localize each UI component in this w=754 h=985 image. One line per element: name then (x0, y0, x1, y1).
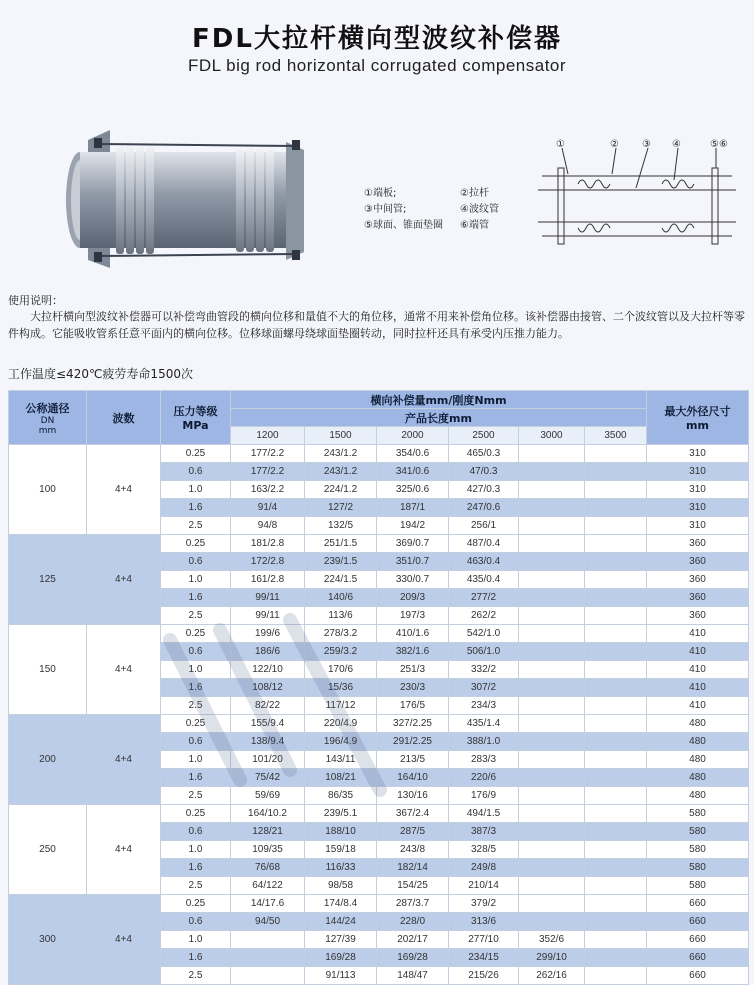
cell-value: 164/10.2 (231, 805, 305, 823)
cell-value (519, 913, 585, 931)
cell-max-diameter: 360 (647, 535, 749, 553)
cell-value: 251/3 (377, 661, 449, 679)
cell-pressure: 1.6 (161, 679, 231, 697)
cell-value (231, 949, 305, 967)
cell-value: 228/0 (377, 913, 449, 931)
cell-max-diameter: 480 (647, 787, 749, 805)
header-waves: 波数 (87, 391, 161, 445)
cell-value (585, 517, 647, 535)
cell-value (519, 589, 585, 607)
cell-value: 75/42 (231, 769, 305, 787)
cell-value: 388/1.0 (449, 733, 519, 751)
cell-value (231, 931, 305, 949)
cell-max-diameter: 580 (647, 877, 749, 895)
cell-value (585, 625, 647, 643)
header-length: 3500 (585, 427, 647, 445)
cell-max-diameter: 360 (647, 607, 749, 625)
cell-value: 330/0.7 (377, 571, 449, 589)
cell-value (585, 751, 647, 769)
cell-dn: 125 (9, 535, 87, 625)
cell-value: 259/3.2 (305, 643, 377, 661)
header-pressure-unit: MPa (182, 419, 209, 432)
cell-value: 487/0.4 (449, 535, 519, 553)
cell-pressure: 2.5 (161, 607, 231, 625)
cell-max-diameter: 480 (647, 715, 749, 733)
cell-value (585, 823, 647, 841)
cell-value (585, 535, 647, 553)
cell-value: 239/5.1 (305, 805, 377, 823)
cell-value: 367/2.4 (377, 805, 449, 823)
cell-value: 202/17 (377, 931, 449, 949)
cell-value: 210/14 (449, 877, 519, 895)
cell-max-diameter: 410 (647, 679, 749, 697)
schematic-diagram (532, 138, 744, 256)
part-label: ③中间管; (364, 204, 407, 215)
spec-table-body (9, 445, 749, 985)
cell-value: 506/1.0 (449, 643, 519, 661)
cell-pressure: 2.5 (161, 967, 231, 985)
cell-value: 164/10 (377, 769, 449, 787)
cell-value: 64/122 (231, 877, 305, 895)
cell-max-diameter: 410 (647, 643, 749, 661)
cell-dn: 150 (9, 625, 87, 715)
cell-value: 243/1.2 (305, 445, 377, 463)
header-compensation: 横向补偿量mm/刚度Nmm (231, 391, 647, 409)
cell-value (585, 877, 647, 895)
table-row (9, 535, 749, 553)
cell-max-diameter: 410 (647, 697, 749, 715)
callout-3: ③ (642, 139, 651, 150)
cell-value (585, 679, 647, 697)
cell-value (519, 823, 585, 841)
cell-pressure: 0.6 (161, 823, 231, 841)
cell-value: 215/26 (449, 967, 519, 985)
cell-value: 15/36 (305, 679, 377, 697)
cell-value (585, 589, 647, 607)
cell-max-diameter: 310 (647, 499, 749, 517)
cell-value: 170/6 (305, 661, 377, 679)
cell-value: 169/28 (305, 949, 377, 967)
cell-value (519, 571, 585, 589)
cell-value: 354/0.6 (377, 445, 449, 463)
cell-value: 98/58 (305, 877, 377, 895)
header-length: 2500 (449, 427, 519, 445)
parts-legend (364, 186, 524, 234)
cell-value: 256/1 (449, 517, 519, 535)
part-label: ⑤球面、锥面垫圈 (364, 220, 443, 231)
cell-value: 194/2 (377, 517, 449, 535)
cell-pressure: 1.6 (161, 589, 231, 607)
cell-value: 140/6 (305, 589, 377, 607)
cell-value: 352/6 (519, 931, 585, 949)
table-row (9, 715, 749, 733)
cell-max-diameter: 660 (647, 931, 749, 949)
cell-value: 230/3 (377, 679, 449, 697)
cell-value (519, 895, 585, 913)
cell-value: 143/11 (305, 751, 377, 769)
cell-value (585, 697, 647, 715)
cell-max-diameter: 580 (647, 805, 749, 823)
cell-pressure: 0.6 (161, 643, 231, 661)
table-row (9, 445, 749, 463)
cell-value (519, 463, 585, 481)
part-label: ②拉杆 (460, 188, 489, 199)
cell-max-diameter: 480 (647, 733, 749, 751)
cell-value: 94/50 (231, 913, 305, 931)
cell-value: 435/0.4 (449, 571, 519, 589)
cell-value: 262/2 (449, 607, 519, 625)
cell-value: 144/24 (305, 913, 377, 931)
cell-value: 138/9.4 (231, 733, 305, 751)
cell-value: 99/11 (231, 589, 305, 607)
cell-value: 213/5 (377, 751, 449, 769)
cell-value (585, 661, 647, 679)
cell-value (585, 787, 647, 805)
cell-value: 130/16 (377, 787, 449, 805)
cell-value: 181/2.8 (231, 535, 305, 553)
cell-value (231, 967, 305, 985)
cell-max-diameter: 660 (647, 895, 749, 913)
cell-value: 291/2.25 (377, 733, 449, 751)
cell-pressure: 0.25 (161, 535, 231, 553)
cell-waves: 4+4 (87, 715, 161, 805)
cell-value: 109/35 (231, 841, 305, 859)
cell-value: 387/3 (449, 823, 519, 841)
cell-value: 86/35 (305, 787, 377, 805)
cell-max-diameter: 310 (647, 481, 749, 499)
cell-waves: 4+4 (87, 805, 161, 895)
cell-value: 108/12 (231, 679, 305, 697)
cell-value: 94/8 (231, 517, 305, 535)
cell-value: 277/2 (449, 589, 519, 607)
cell-value (585, 715, 647, 733)
cell-value: 369/0.7 (377, 535, 449, 553)
cell-max-diameter: 410 (647, 625, 749, 643)
header-dn-unit: mm (38, 425, 57, 436)
cell-value (585, 733, 647, 751)
cell-value (519, 715, 585, 733)
cell-pressure: 1.0 (161, 751, 231, 769)
cell-max-diameter: 660 (647, 967, 749, 985)
cell-pressure: 0.25 (161, 715, 231, 733)
cell-value (585, 805, 647, 823)
cell-pressure: 1.6 (161, 949, 231, 967)
cell-value: 287/5 (377, 823, 449, 841)
cell-value (519, 643, 585, 661)
cell-value: 224/1.2 (305, 481, 377, 499)
cell-max-diameter: 360 (647, 553, 749, 571)
cell-value: 262/16 (519, 967, 585, 985)
callout-2: ② (610, 139, 619, 150)
cell-value (519, 805, 585, 823)
cell-value (585, 913, 647, 931)
cell-pressure: 2.5 (161, 697, 231, 715)
cell-value (519, 661, 585, 679)
header-max-diameter-label: 最大外径尺寸 (664, 405, 731, 418)
cell-value (585, 769, 647, 787)
cell-value: 127/2 (305, 499, 377, 517)
cell-value: 176/5 (377, 697, 449, 715)
cell-value: 113/6 (305, 607, 377, 625)
cell-value: 177/2.2 (231, 445, 305, 463)
cell-value: 220/6 (449, 769, 519, 787)
cell-value: 163/2.2 (231, 481, 305, 499)
cell-value: 155/9.4 (231, 715, 305, 733)
cell-value (519, 877, 585, 895)
cell-waves: 4+4 (87, 625, 161, 715)
cell-max-diameter: 310 (647, 445, 749, 463)
cell-value: 116/33 (305, 859, 377, 877)
callout-4: ④ (672, 139, 681, 150)
cell-max-diameter: 310 (647, 517, 749, 535)
cell-value: 186/6 (231, 643, 305, 661)
cell-dn: 300 (9, 895, 87, 985)
cell-value (519, 607, 585, 625)
cell-value (585, 859, 647, 877)
cell-value: 283/3 (449, 751, 519, 769)
cell-value: 287/3.7 (377, 895, 449, 913)
header-dn-sub: DN (40, 415, 55, 426)
cell-pressure: 1.6 (161, 499, 231, 517)
cell-value: 465/0.3 (449, 445, 519, 463)
cell-value: 188/10 (305, 823, 377, 841)
cell-value: 199/6 (231, 625, 305, 643)
cell-value: 307/2 (449, 679, 519, 697)
usage-text: 大拉杆横向型波纹补偿器可以补偿弯曲管段的横向位移和量值不大的角位移，通常不用来补偿角位移。该补偿器由接管、二个波纹管以及大拉杆等零件构成。它能吸收管系任意平面内的横向位移。位移球面螺母绕球面垫圈转动，同时拉杆还具有承受内压推力能力。 (8, 310, 745, 340)
cell-value: 234/3 (449, 697, 519, 715)
cell-value: 174/8.4 (305, 895, 377, 913)
cell-value: 427/0.3 (449, 481, 519, 499)
cell-value: 122/10 (231, 661, 305, 679)
cell-value: 243/8 (377, 841, 449, 859)
cell-value (519, 679, 585, 697)
cell-value: 435/1.4 (449, 715, 519, 733)
cell-value: 177/2.2 (231, 463, 305, 481)
page-title: FDL大拉杆横向型波纹补偿器 (192, 24, 562, 54)
cell-value: 249/8 (449, 859, 519, 877)
cell-pressure: 0.25 (161, 625, 231, 643)
cell-value: 101/20 (231, 751, 305, 769)
cell-value: 76/68 (231, 859, 305, 877)
cell-value: 159/18 (305, 841, 377, 859)
table-row (9, 895, 749, 913)
cell-value (585, 967, 647, 985)
cell-value: 196/4.9 (305, 733, 377, 751)
cell-max-diameter: 660 (647, 949, 749, 967)
cell-value: 341/0.6 (377, 463, 449, 481)
cell-value: 325/0.6 (377, 481, 449, 499)
part-label: ⑥端管 (460, 220, 489, 231)
cell-value: 251/1.5 (305, 535, 377, 553)
cell-pressure: 1.0 (161, 481, 231, 499)
cell-value: 494/1.5 (449, 805, 519, 823)
cell-pressure: 0.25 (161, 895, 231, 913)
cell-value (585, 931, 647, 949)
cell-value: 224/1.5 (305, 571, 377, 589)
cell-pressure: 2.5 (161, 787, 231, 805)
header-length: 1200 (231, 427, 305, 445)
cell-value (519, 553, 585, 571)
cell-value (519, 445, 585, 463)
cell-value: 14/17.6 (231, 895, 305, 913)
cell-max-diameter: 480 (647, 751, 749, 769)
cell-value: 132/5 (305, 517, 377, 535)
cell-value: 382/1.6 (377, 643, 449, 661)
cell-value: 91/4 (231, 499, 305, 517)
cell-pressure: 0.6 (161, 913, 231, 931)
cell-value (519, 841, 585, 859)
header-length: 1500 (305, 427, 377, 445)
cell-value: 161/2.8 (231, 571, 305, 589)
cell-value (585, 463, 647, 481)
cell-max-diameter: 360 (647, 571, 749, 589)
cell-value: 542/1.0 (449, 625, 519, 643)
cell-max-diameter: 410 (647, 661, 749, 679)
product-photo (58, 120, 318, 280)
cell-value (519, 859, 585, 877)
table-row (9, 805, 749, 823)
cell-value: 117/12 (305, 697, 377, 715)
cell-waves: 4+4 (87, 445, 161, 535)
cell-value: 187/1 (377, 499, 449, 517)
cell-pressure: 0.25 (161, 445, 231, 463)
cell-value: 108/21 (305, 769, 377, 787)
cell-value (585, 553, 647, 571)
cell-dn: 200 (9, 715, 87, 805)
cell-value (519, 769, 585, 787)
cell-value: 182/14 (377, 859, 449, 877)
cell-value: 148/47 (377, 967, 449, 985)
cell-value: 313/6 (449, 913, 519, 931)
cell-value: 278/3.2 (305, 625, 377, 643)
header-dn (9, 391, 87, 445)
cell-value (519, 481, 585, 499)
table-row (9, 625, 749, 643)
cell-value: 234/15 (449, 949, 519, 967)
spec-table (8, 390, 749, 985)
cell-pressure: 1.6 (161, 769, 231, 787)
cell-max-diameter: 580 (647, 859, 749, 877)
cell-max-diameter: 580 (647, 841, 749, 859)
cell-dn: 250 (9, 805, 87, 895)
cell-value: 463/0.4 (449, 553, 519, 571)
cell-value: 410/1.6 (377, 625, 449, 643)
callout-5-6: ⑤⑥ (710, 139, 728, 150)
cell-value: 128/21 (231, 823, 305, 841)
cell-value: 328/5 (449, 841, 519, 859)
header-max-diameter (647, 391, 749, 445)
header-dn-label: 公称通径 (25, 401, 70, 415)
cell-max-diameter: 360 (647, 589, 749, 607)
cell-max-diameter: 660 (647, 913, 749, 931)
cell-value (585, 571, 647, 589)
part-label: ④波纹管 (460, 204, 499, 215)
cell-value: 172/2.8 (231, 553, 305, 571)
page-subtitle: FDL big rod horizontal corrugated compensator (187, 56, 567, 75)
cell-pressure: 1.0 (161, 571, 231, 589)
cell-pressure: 1.0 (161, 931, 231, 949)
cell-pressure: 2.5 (161, 517, 231, 535)
cell-value: 169/28 (377, 949, 449, 967)
cell-value: 239/1.5 (305, 553, 377, 571)
cell-value (519, 751, 585, 769)
cell-value: 243/1.2 (305, 463, 377, 481)
cell-pressure: 0.6 (161, 463, 231, 481)
cell-value (585, 445, 647, 463)
cell-max-diameter: 480 (647, 769, 749, 787)
cell-value (585, 481, 647, 499)
cell-value: 127/39 (305, 931, 377, 949)
header-length: 2000 (377, 427, 449, 445)
part-label: ①端板; (364, 188, 397, 199)
header-pressure (161, 391, 231, 445)
cell-value (585, 841, 647, 859)
cell-value (519, 697, 585, 715)
cell-value (585, 607, 647, 625)
cell-value (585, 949, 647, 967)
cell-value: 82/22 (231, 697, 305, 715)
cell-waves: 4+4 (87, 535, 161, 625)
cell-value: 247/0.6 (449, 499, 519, 517)
cell-max-diameter: 580 (647, 823, 749, 841)
header-pressure-label: 压力等级 (173, 405, 218, 418)
cell-value: 176/9 (449, 787, 519, 805)
cell-pressure: 1.0 (161, 661, 231, 679)
cell-pressure: 1.0 (161, 841, 231, 859)
cell-value: 209/3 (377, 589, 449, 607)
cell-value: 351/0.7 (377, 553, 449, 571)
cell-pressure: 0.6 (161, 733, 231, 751)
usage-heading: 使用说明： (8, 294, 63, 307)
cell-value (585, 643, 647, 661)
cell-max-diameter: 310 (647, 463, 749, 481)
cell-value (519, 535, 585, 553)
cell-pressure: 2.5 (161, 877, 231, 895)
cell-value: 277/10 (449, 931, 519, 949)
cell-pressure: 1.6 (161, 859, 231, 877)
cell-value: 59/69 (231, 787, 305, 805)
cell-value: 197/3 (377, 607, 449, 625)
cell-value (585, 895, 647, 913)
cell-value: 91/113 (305, 967, 377, 985)
cell-value: 99/11 (231, 607, 305, 625)
cell-value: 220/4.9 (305, 715, 377, 733)
cell-value (519, 517, 585, 535)
header-product-length: 产品长度mm (231, 409, 647, 427)
cell-pressure: 0.6 (161, 553, 231, 571)
header-max-diameter-unit: mm (686, 419, 709, 432)
cell-value: 332/2 (449, 661, 519, 679)
callout-1: ① (556, 139, 565, 150)
cell-value: 327/2.25 (377, 715, 449, 733)
cell-value: 379/2 (449, 895, 519, 913)
cell-value (585, 499, 647, 517)
header-length: 3000 (519, 427, 585, 445)
work-condition: 工作温度≤420℃疲劳寿命1500次 (8, 367, 193, 381)
cell-waves: 4+4 (87, 895, 161, 985)
cell-value: 299/10 (519, 949, 585, 967)
cell-value: 47/0.3 (449, 463, 519, 481)
cell-value (519, 733, 585, 751)
cell-value (519, 499, 585, 517)
cell-dn: 100 (9, 445, 87, 535)
cell-value (519, 625, 585, 643)
cell-pressure: 0.25 (161, 805, 231, 823)
cell-value: 154/25 (377, 877, 449, 895)
cell-value (519, 787, 585, 805)
